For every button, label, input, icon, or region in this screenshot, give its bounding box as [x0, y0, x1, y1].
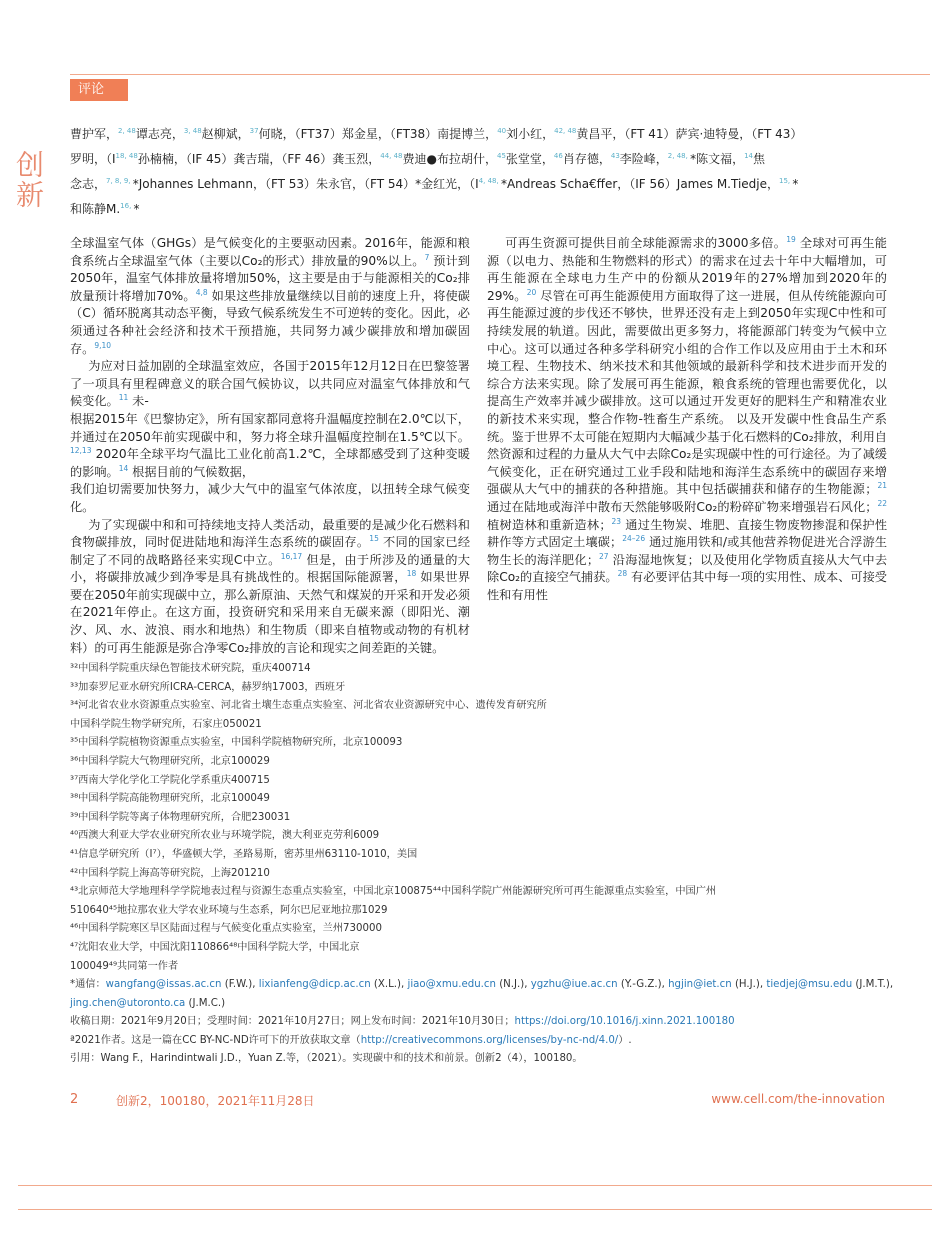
citation-ref[interactable]: 15 — [369, 534, 379, 544]
text-run: 但是，由于所涉及的通量的大小，将碳排放减少到净零是具有挑战性的。根据国际能源署， — [70, 552, 470, 585]
text-run: 罗明，（I — [70, 152, 116, 166]
affiliation-item: 510640⁴⁵地拉那农业大学农业环境与生态系，阿尔巴尼亚地拉那1029 — [70, 904, 388, 916]
text-run: 预计到2050年，温室气体排放量将增加50%，这主要是由于与能源相关的Co₂排放量预计将增加70%。 — [70, 253, 470, 303]
email-link[interactable]: jiao@xmu.edu.cn — [407, 979, 496, 991]
text-run: 我们迫切需要加快努力，减少大气中的温室气体浓度，以扭转全球气候变化。 — [70, 482, 470, 514]
text-run: (J.M.C.) — [185, 997, 226, 1009]
affiliation-marker: 16, — [120, 202, 134, 210]
body-paragraph — [70, 358, 470, 411]
affiliation-marker: 7, 8, 9, — [106, 177, 133, 185]
correspondence-label: *通信： — [70, 979, 106, 991]
affiliation-marker: 44, 48 — [380, 152, 403, 160]
citation-ref[interactable]: 11 — [118, 393, 129, 403]
text-run: (X.L.), — [370, 979, 408, 991]
footer-rule — [18, 1185, 932, 1186]
text-run: 赵柳斌， — [201, 127, 250, 141]
text-run: 曹护军， — [70, 127, 119, 141]
doi-link[interactable]: https://doi.org/10.1016/j.xinn.2021.100180 — [514, 1016, 735, 1028]
received-dates — [70, 1013, 885, 1032]
left-column — [70, 235, 470, 657]
affiliations-block — [70, 660, 894, 1069]
affiliation-item: ⁴¹信息学研究所（I⁷），华盛顿大学，圣路易斯，密苏里州63110-1010，美国 — [70, 848, 418, 860]
text-run: 念志， — [70, 177, 107, 191]
email-link[interactable]: lixianfeng@dicp.ac.cn — [258, 979, 371, 991]
email-link[interactable]: wangfang@issas.ac.cn — [105, 979, 222, 991]
text-run: 有必要评估其中每一项的实用性、成本、可接受性和有用性 — [487, 570, 887, 602]
body-paragraph — [70, 517, 470, 658]
affiliation-item: ⁴⁰西澳大利亚大学农业研究所农业与环境学院，澳大利亚克劳利6009 — [70, 830, 380, 842]
text-run: 根据目前的气候数据， — [128, 464, 255, 479]
email-link[interactable]: ygzhu@iue.ac.cn — [530, 979, 618, 991]
text-run: 费迪●布拉胡什， — [402, 152, 497, 166]
affiliation-item: 100049⁴⁹共同第一作者 — [70, 960, 179, 972]
correspondence-line — [70, 976, 894, 995]
affiliation-marker: 40 — [497, 127, 507, 135]
text-run: 张堂堂， — [505, 152, 554, 166]
citation-line: 引用：Wang F.，Harindintwali J.D.，Yuan Z.等，（2021）。实现碳中和的技术和前景。创新2（4），100180。 — [70, 1053, 583, 1065]
author-line — [70, 145, 885, 170]
text-run: 植树造林和重新造林； — [487, 517, 612, 532]
email-link[interactable]: jing.chen@utoronto.ca — [70, 997, 186, 1009]
body-paragraph — [70, 235, 470, 358]
right-column — [487, 235, 887, 604]
journal-url[interactable]: www.cell.com/the-innovation — [711, 1092, 885, 1106]
affiliation-marker: 42, 48 — [554, 127, 577, 135]
received-text: 收稿日期：2021年9月20日；受理时间：2021年10月27日；网上发布时间：2021年10月30日； — [70, 1016, 515, 1028]
section-tag: 评论 — [70, 79, 128, 101]
text-run: *Johannes Lehmann，（FT 53）朱永官，（FT 54）*金红光，（I — [132, 177, 479, 191]
affiliation-item: ³⁷西南大学化学化工学院化学系重庆400715 — [70, 774, 270, 786]
affiliation-item: ⁴⁷沈阳农业大学，中国沈阳110866⁴⁸中国科学院大学，中国北京 — [70, 941, 360, 953]
affiliation-item: ³⁵中国科学院植物资源重点实验室，中国科学院植物研究所，北京100093 — [70, 737, 403, 749]
citation-ref[interactable]: 9,10 — [94, 340, 112, 350]
text-run: 未- — [128, 394, 149, 409]
affiliation-marker: 2, 48 — [118, 127, 136, 135]
text-run: 不同的国家已经制定了不同的战略路径来实现C中立。 — [70, 535, 471, 567]
license-link[interactable]: http://creativecommons.org/licenses/by-nc-nd/4.0/ — [360, 1034, 619, 1046]
page-footer — [70, 1092, 885, 1112]
text-run: (H.J.), — [731, 979, 767, 991]
text-run: 沿海湿地恢复；以及使用化学物质直接从大气中去除Co₂的直接空气捕获。 — [487, 552, 888, 585]
text-run: * — [133, 202, 140, 216]
affiliation-item: ³⁹中国科学院等离子体物理研究所，合肥230031 — [70, 811, 291, 823]
text-run: 为应对日益加剧的全球温室效应，各国于2015年12月12日在巴黎签署了一项具有里程碑意义的联合国气候协议，以共同应对温室气体排放和气候变化。 — [70, 359, 470, 409]
body-paragraph — [70, 481, 470, 516]
text-run: (N.J.), — [495, 979, 531, 991]
citation-ref[interactable]: 16,17 — [280, 551, 303, 561]
affiliation-marker: 4, 48, — [478, 177, 501, 185]
citation-ref[interactable]: 12,13 — [70, 446, 92, 456]
citation-ref[interactable]: 21 — [877, 481, 887, 491]
text-run: *陈文福， — [690, 152, 745, 166]
affiliation-marker: 15, — [779, 177, 793, 185]
body-paragraph — [487, 235, 887, 604]
citation-ref[interactable]: 22 — [877, 498, 887, 508]
text-run: * — [792, 177, 799, 191]
affiliation-marker: 37 — [249, 127, 259, 135]
license-pre: ª2021作者。这是一篇在CC BY-NC-ND许可下的开放获取文章（ — [70, 1034, 361, 1046]
text-run: 如果这些排放量继续以目前的速度上升，将使碳（C）循环脱离其动态平衡，导致气候系统发生不可逆转的变化。因此，必须通过各种社会经济和技术干预措施，共同努力减少碳排放和增加碳固存。 — [70, 288, 470, 356]
author-line — [70, 120, 885, 145]
page-number: 2 — [70, 1092, 79, 1107]
header-rule — [70, 74, 930, 75]
text-run: (J.M.T.), — [852, 979, 894, 991]
affiliation-marker: 46 — [553, 152, 563, 160]
text-run: 焦 — [753, 152, 766, 166]
citation-ref[interactable]: 18 — [406, 569, 417, 579]
text-run: 和陈静M. — [70, 202, 121, 216]
journal-side-logo: 创新 — [12, 150, 45, 210]
text-run: 何晓，（FT37）郑金星，（FT38）南提博兰， — [258, 127, 498, 141]
text-run: 通过施用铁和/或其他营养物促进光合浮游生物生长的海洋肥化； — [487, 535, 888, 567]
text-run: 刘小红， — [506, 127, 555, 141]
author-line — [70, 170, 885, 195]
affiliation-item: ⁴³北京师范大学地理科学学院地表过程与资源生态重点实验室，中国北京100875⁴⁴中国科学院广州能源研究所可再生能源重点实验室，中国广州 — [70, 886, 717, 898]
affiliation-item: ⁴²中国科学院上海高等研究院，上海201210 — [70, 867, 270, 879]
text-run: 2020年全球平均气温比工业化前高1.2℃，全球都感受到了这种变暖的影响。 — [70, 447, 470, 479]
text-run: 如果世界要在2050年前实现碳中立，那么新原油、天然气和煤炭的开采和开发必须在2021年停止。在这方面，投资研究和采用来自无碳来源（即阳光、潮汐、风、水、波浪、雨水和地热）和生物质（即来自植物或动物的有机材料）的可再生能源是弥合净零Co₂排放的言论和现实之间差距的关键。 — [70, 570, 471, 655]
affiliation-item: 中国科学院生物学研究所，石家庄050021 — [70, 718, 262, 730]
text-run: 根据2015年《巴黎协定》，所有国家都同意将升温幅度控制在2.0℃以下，并通过在2050年前实现碳中和，努力将全球升温幅度控制在1.5℃以下。 — [70, 411, 470, 444]
citation-ref[interactable]: 24–26 — [622, 534, 646, 544]
text-run: *Andreas Scha€ffer，（IF 56）James M.Tiedje， — [500, 177, 780, 191]
affiliation-marker: 45 — [496, 152, 506, 160]
text-run: 为了实现碳中和和可持续地支持人类活动，最重要的是减少化石燃料和食物碳排放，同时促进陆地和海洋生态系统的碳固存。 — [70, 517, 470, 550]
text-run: 孙楠楠，（IF 45）龚吉瑞，（FF 46）龚玉烈， — [137, 152, 381, 166]
body-paragraph — [70, 411, 470, 481]
citation-ref[interactable]: 4,8 — [195, 287, 208, 297]
correspondence-line-2 — [70, 995, 885, 1014]
text-run: 全球温室气体（GHGs）是气候变化的主要驱动因素。2016年，能源和粮食系统占全球温室气体（主要以Co₂的形式）排放量的90%以上。 — [70, 236, 470, 268]
affiliation-marker: 43 — [610, 152, 620, 160]
affiliation-item: ³⁴河北省农业水资源重点实验室、河北省土壤生态重点实验室、河北省农业资源研究中心、遗传发育研究所 — [70, 700, 547, 712]
citation-ref[interactable]: 14 — [118, 463, 129, 473]
correspondence-emails — [106, 979, 893, 990]
text-run: 全球对可再生能源（以电力、热能和生物燃料的形式）的需求在过去十年中大幅增加，可再生能源在全球电力生产中的份额从2019年的27%增加到2020年的29%。 — [487, 236, 887, 303]
affiliation-marker: 18, 48 — [115, 152, 138, 160]
affiliation-item: ³⁶中国科学院大气物理研究所，北京100029 — [70, 755, 270, 767]
affiliation-item: ³²中国科学院重庆绿色智能技术研究院，重庆400714 — [70, 663, 311, 674]
affiliation-item: ³⁸中国科学院高能物理研究所，北京100049 — [70, 793, 270, 805]
text-run: 通过在陆地或海洋中散布天然能够吸附Co₂的粉碎矿物来增强岩石风化； — [487, 499, 878, 514]
affiliation-marker: 3, 48 — [183, 127, 202, 135]
email-link[interactable]: tiedjej@msu.edu — [766, 979, 853, 991]
footer-rule-2 — [18, 1209, 932, 1210]
citation-ref[interactable]: 28 — [617, 569, 628, 579]
text-run: (Y.-G.Z.), — [617, 979, 669, 991]
citation-ref[interactable]: 27 — [599, 551, 609, 561]
text-run: 尽管在可再生能源使用方面取得了这一进展，但从传统能源向可再生能源过渡的步伐还不够快，世界还没有走上到2050年实现C中性和可持续发展的轨道。因此，需要做出更多努力，将能源部门转变为气候中立中心。这可以通过各种多学科研究小组的合作工作以及应用由于土木和环境工程、生物技术、纳米技术和其他领域的最新科学和技术进步而开发的综合方法来实现。除了发展可再生能源，粮食系统的管理也需要优化，以提高生产效率并减少碳排放。这可以通过开发更好的肥料生产和精准农业的新技术来实现，整合作物-牲畜生产系统。 以及开发碳中性食品生产系统。鉴于世界不太可能在短期内大幅减少基于化石燃料的Co₂排放，利用自然资源和过程的力量从大气中去除Co₂是实现碳中性的可行途径。为了减缓气候变化，正在研究通过工业手段和陆地和海洋生态系统中的碳固存来增强碳从大气中的捕获的各种措施。其中包括碳捕获和储存的生物能源； — [487, 288, 888, 497]
affiliation-marker: 14 — [744, 152, 753, 160]
license-post: ）. — [618, 1034, 632, 1046]
citation-ref[interactable]: 20 — [526, 287, 537, 297]
text-run: 黄昌平，（FT 41）萨宾·迪特曼，（FT 43） — [576, 127, 803, 141]
affiliation-item: ⁴⁶中国科学院寒区旱区陆面过程与气候变化重点实验室，兰州730000 — [70, 923, 382, 935]
affiliation-item: ³³加泰罗尼亚水研究所ICRA-CERCA，赫罗纳17003，西班牙 — [70, 681, 346, 693]
text-run: 肖存德， — [562, 152, 611, 166]
text-run: 谭志亮， — [135, 127, 184, 141]
license-line — [70, 1032, 885, 1051]
citation-ref[interactable]: 7 — [424, 252, 430, 262]
author-list — [70, 120, 885, 220]
text-run: 通过生物炭、堆肥、直接生物废物掺混和保护性耕作等方式固定土壤碳； — [487, 517, 888, 550]
citation-ref[interactable]: 19 — [786, 234, 796, 244]
citation-ref[interactable]: 23 — [611, 516, 622, 526]
journal-info: 创新2，100180，2021年11月28日 — [116, 1094, 315, 1108]
text-run: 可再生资源可提供目前全球能源需求的3000多倍。 — [505, 236, 787, 250]
author-line — [70, 195, 885, 220]
email-link[interactable]: hgjin@iet.cn — [668, 979, 732, 991]
affiliation-marker: 2, 48, — [667, 152, 691, 160]
text-run: (F.W.), — [221, 979, 259, 991]
text-run: 李险峰， — [619, 152, 668, 166]
affiliation-list — [70, 660, 885, 976]
